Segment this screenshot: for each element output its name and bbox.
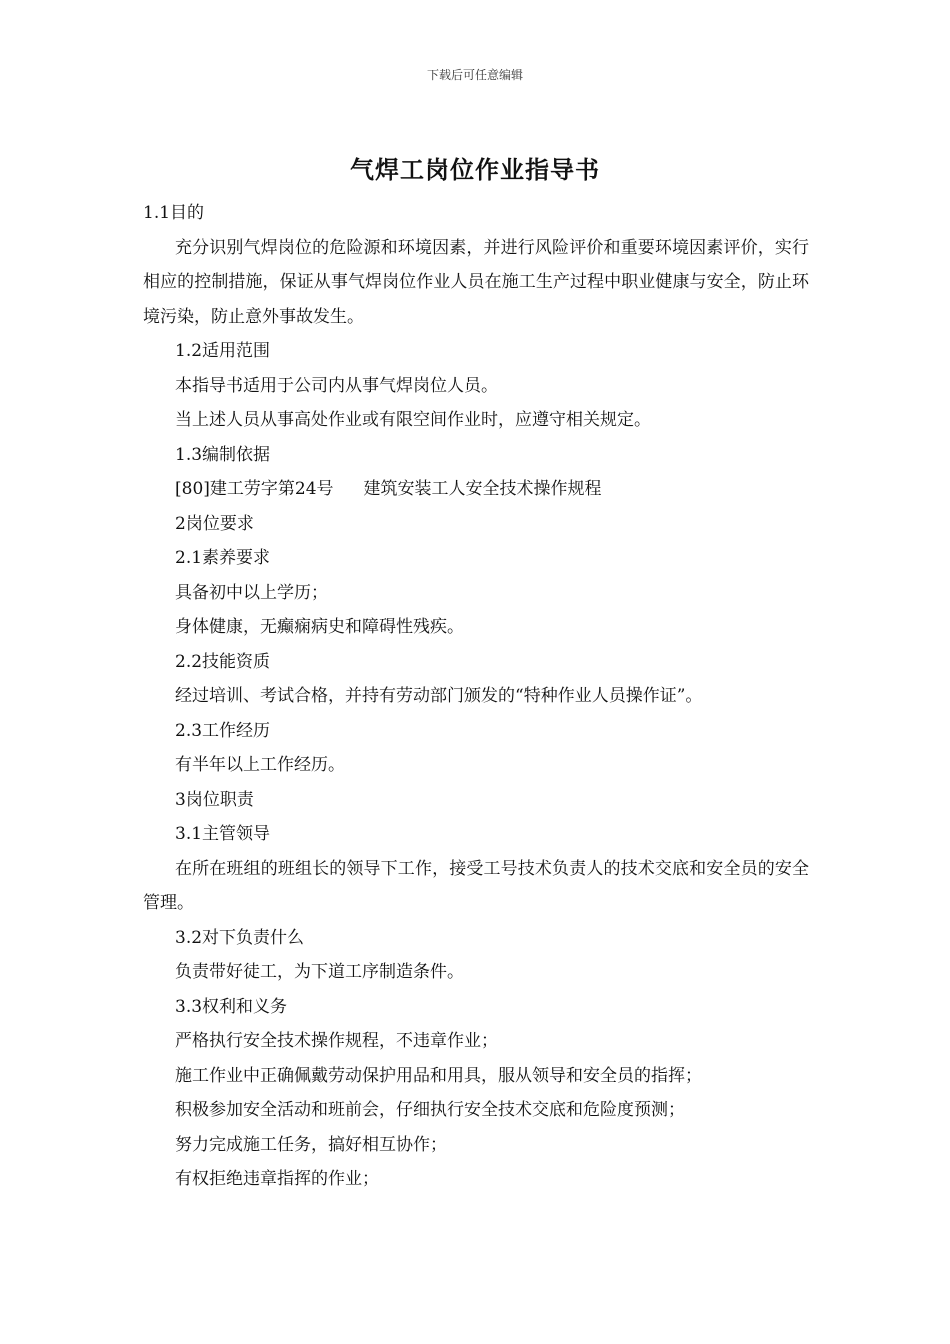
list-item: 施工作业中正确佩戴劳动保护用品和用具，服从领导和安全员的指挥； bbox=[175, 1065, 702, 1086]
reference-code: [80]建工劳字第24号 bbox=[175, 479, 334, 499]
section-heading-3-3: 3.3权利和义务 bbox=[175, 996, 288, 1017]
section-heading-2: 2岗位要求 bbox=[175, 513, 254, 534]
reference-line bbox=[143, 472, 809, 507]
subordinate-line-1: 负责带好徒工，为下道工序制造条件。 bbox=[175, 962, 464, 982]
scope-line-2: 当上述人员从事高处作业或有限空间作业时，应遵守相关规定。 bbox=[175, 410, 651, 430]
section-heading-2-3: 2.3工作经历 bbox=[175, 720, 271, 741]
section-heading-1-3: 1.3编制依据 bbox=[175, 444, 271, 465]
quality-line-1: 具备初中以上学历； bbox=[175, 582, 328, 603]
experience-line-1: 有半年以上工作经历。 bbox=[175, 755, 345, 775]
list-item: 努力完成施工任务，搞好相互协作； bbox=[175, 1134, 447, 1155]
scope-line-1: 本指导书适用于公司内从事气焊岗位人员。 bbox=[175, 375, 498, 396]
document-body bbox=[143, 196, 809, 1197]
list-item: 有权拒绝违章指挥的作业； bbox=[175, 1169, 379, 1189]
quality-line-2: 身体健康，无癫痫病史和障碍性残疾。 bbox=[175, 617, 464, 637]
paragraph-purpose: 充分识别气焊岗位的危险源和环境因素，并进行风险评价和重要环境因素评价，实行相应的控制措施，保证从事气焊岗位作业人员在施工生产过程中职业健康与安全，防止环境污染，防止意外事故发生。 bbox=[143, 237, 809, 327]
section-heading-3-1: 3.1主管领导 bbox=[175, 824, 271, 844]
section-heading-3-2: 3.2对下负责什么 bbox=[175, 927, 305, 948]
section-heading-2-2: 2.2技能资质 bbox=[175, 651, 271, 672]
skills-line-1: 经过培训、考试合格，并持有劳动部门颁发的“特种作业人员操作证”。 bbox=[175, 686, 703, 706]
section-heading-1-2: 1.2适用范围 bbox=[175, 341, 271, 361]
reference-title: 建筑安装工人安全技术操作规程 bbox=[363, 479, 602, 499]
section-heading-2-1: 2.1素养要求 bbox=[175, 548, 271, 568]
section-heading-1-1: 1.1目的 bbox=[143, 203, 205, 223]
list-item: 积极参加安全活动和班前会，仔细执行安全技术交底和危险度预测； bbox=[175, 1100, 685, 1120]
section-heading-3: 3岗位职责 bbox=[175, 789, 254, 810]
header-note: 下载后可任意编辑 bbox=[426, 68, 523, 82]
document-title: 气焊工岗位作业指导书 bbox=[350, 156, 600, 184]
list-item: 严格执行安全技术操作规程，不违章作业； bbox=[175, 1031, 498, 1051]
paragraph-supervisor: 在所在班组的班组长的领导下工作，接受工号技术负责人的技术交底和安全员的安全管理。 bbox=[143, 858, 809, 913]
